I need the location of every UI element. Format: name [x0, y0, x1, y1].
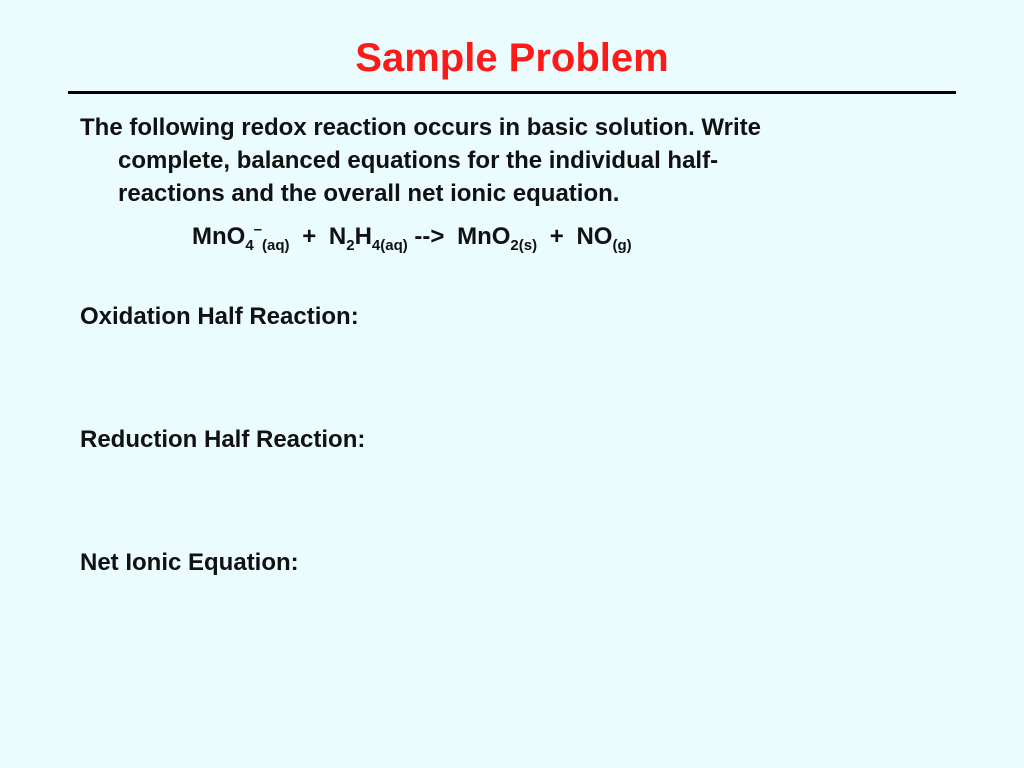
manganese-dioxide-subscript-state: 2(s)	[510, 237, 538, 254]
hydrazine-h-subscript-state: 4(aq)	[371, 237, 408, 254]
oxidation-half-reaction-label: Oxidation Half Reaction:	[80, 303, 359, 330]
permanganate-charge: –	[253, 221, 263, 238]
hydrazine-n: N	[328, 223, 347, 250]
hydrazine-h: H	[354, 223, 372, 250]
permanganate-formula: MnO	[192, 223, 246, 250]
problem-statement	[80, 111, 960, 210]
slide-title: Sample Problem	[355, 36, 669, 80]
plus-sign-1: +	[302, 223, 317, 250]
nitric-oxide-state: (g)	[612, 237, 632, 254]
problem-statement-line-2: complete, balanced equations for the individual half-	[118, 147, 719, 174]
net-ionic-equation-label: Net Ionic Equation:	[80, 549, 299, 576]
redox-equation	[192, 219, 632, 258]
permanganate-subscript: 4	[245, 237, 254, 254]
manganese-dioxide-formula: MnO	[457, 223, 511, 250]
nitric-oxide-formula: NO	[576, 223, 613, 250]
permanganate-state: (aq)	[262, 237, 290, 254]
problem-statement-line-3: reactions and the overall net ionic equation.	[118, 180, 620, 207]
reaction-arrow: -->	[414, 223, 445, 250]
title-divider	[68, 91, 956, 94]
reduction-half-reaction-label: Reduction Half Reaction:	[80, 426, 366, 453]
plus-sign-2: +	[549, 223, 564, 250]
problem-statement-line-1: The following redox reaction occurs in basic solution. Write	[80, 114, 761, 141]
hydrazine-n-subscript: 2	[346, 237, 355, 254]
